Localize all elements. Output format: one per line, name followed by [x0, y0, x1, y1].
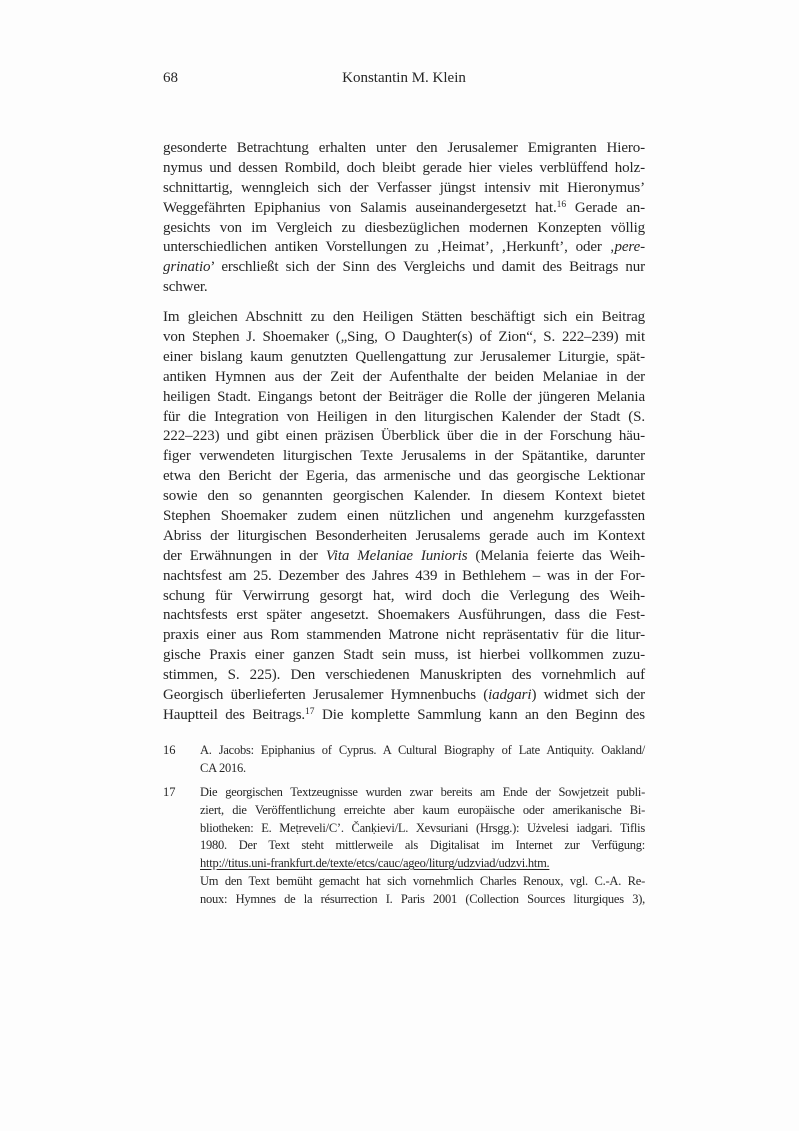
text-line: Die georgischen Textzeugnisse wurden zwar bereits am Ende der Sowjetzeit publi-	[200, 785, 645, 800]
text-line: figer verwendeten liturgischen Texte Jerusalems in der Spätantike, darunter	[163, 448, 645, 465]
paragraph	[163, 139, 645, 298]
text-line: gische Praxis einer ganzen Stadt sein muss, ist hierbei vollkommen zuzu-	[163, 647, 645, 664]
text-line: grinatio’ erschließt sich der Sinn des Vergleichs und damit des Beitrags nur	[163, 259, 645, 276]
text-line: für die Integration von Heiligen in den liturgischen Kalender der Stadt (S.	[163, 408, 645, 425]
text-line: 1980. Der Text steht mittlerweile als Digitalisat im Internet zur Verfügung:	[200, 838, 645, 853]
footnote-marker: 16	[556, 199, 567, 210]
running-head	[163, 68, 645, 88]
paragraph	[163, 308, 645, 726]
page-number: 68	[163, 70, 178, 86]
text-line: etwa den Bericht der Egeria, das armenische und das georgische Lektionar	[163, 468, 645, 485]
footnote-marker: 17	[305, 707, 315, 718]
text-line: noux: Hymnes de la résurrection I. Paris 2001 (Collection Sources liturgiques 3),	[200, 891, 645, 906]
text-line: Abriss der liturgischen Besonderheiten Jerusalems gerade auch im Kontext	[163, 527, 645, 544]
text-line: einer bislang kaum genutzten Quellengattung zur Jerusalemer Liturgie, spät-	[163, 348, 645, 365]
text-line: von Stephen J. Shoemaker („Sing, O Daughter(s) of Zion“, S. 222–239) mit	[163, 329, 645, 346]
text-line: bliotheken: E. Meṭreveli/Cʼ. Čanḳievi/L. Xevsuriani (Hrsgg.): Użvelesi iadgari. Tiflis	[200, 820, 645, 835]
text-line: schnittartig, wenngleich sich der Verfasser jüngst intensiv mit Hieronymus’	[163, 179, 645, 196]
running-header-title: Konstantin M. Klein	[342, 70, 466, 86]
italic-text: grinatio	[163, 259, 211, 276]
text-line: schwer.	[163, 279, 208, 296]
text-line: gesichts von im Vergleich zu diesbezüglichen modernen Konzepten völlig	[163, 219, 645, 236]
text-line: Hauptteil des Beitrags.$^{17}$ Die komplette Sammlung kann an den Beginn des	[163, 706, 645, 723]
footnote-text	[200, 784, 645, 908]
text-line: praxis einer aus Rom stammenden Matrone nicht repräsentativ für die litur-	[163, 627, 645, 644]
text-line: sowie den so genannten georgischen Kalender. In diesem Kontext bietet	[163, 488, 645, 505]
text-line: CA 2016.	[200, 760, 246, 775]
text-line: Stephen Shoemaker zudem einen nützlichen und angenehm kurzgefassten	[163, 508, 645, 525]
footnote-number: 17	[163, 785, 176, 800]
text-line: antiken Hymnen aus der Zeit der Aufenthalte der beiden Melaniae in der	[163, 368, 645, 385]
text-line: A. Jacobs: Epiphanius of Cyprus. A Cultural Biography of Late Antiquity. Oakland/	[200, 743, 645, 757]
italic-text: pere-	[614, 239, 645, 256]
text-line: nachtsfest am 25. Dezember des Jahres 439 in Bethlehem – was in der For-	[163, 567, 645, 584]
text-line: Weggefährten Epiphanius von Salamis auseinandergesetzt hat.$^{16}$ Gerade an-	[163, 199, 645, 216]
text-line: Im gleichen Abschnitt zu den Heiligen Stätten beschäftigt sich ein Beitrag	[163, 309, 645, 326]
text-line: Georgisch überlieferten Jerusalemer Hymnenbuchs (iadgari) widmet sich der	[163, 687, 645, 704]
text-line: unterschiedlichen antiken Vorstellungen zu ‚Heimat’, ‚Herkunft’, oder ‚pere-	[163, 239, 645, 256]
text-line: heiligen Stadt. Eingangs betont der Beiträger die Rolle der jüngeren Melania	[163, 388, 645, 405]
text-line: Um den Text bemüht gemacht hat sich vornehmlich Charles Renoux, vgl. C.-A. Re-	[200, 873, 645, 888]
text-line	[200, 855, 645, 873]
text-line: gesonderte Betrachtung erhalten unter den Jerusalemer Emigranten Hiero-	[163, 140, 645, 156]
footnotes	[163, 742, 645, 915]
italic-text: iadgari	[488, 687, 532, 704]
text-line: 222–223) und gibt einen präzisen Überblick über die in der Forschung häu-	[163, 428, 645, 445]
footnote-text	[200, 742, 645, 777]
footnote-url-link[interactable]: http://titus.uni-frankfurt.de/texte/etcs/cauc/ageo/liturg/udzviad/udzvi.htm.	[200, 856, 550, 871]
footnote-number: 16	[163, 743, 176, 757]
text-line: ziert, die Veröffentlichung erreichte aber kaum europäische oder amerikanische Bi-	[200, 803, 645, 818]
text-line: schung für Verwirrung gesorgt hat, wird doch die Verlegung des Weih-	[163, 587, 645, 604]
text-line: nachtsfests erst später angesetzt. Shoemakers Ausführungen, dass die Fest-	[163, 607, 645, 624]
text-line: stimmen, S. 225). Den verschiedenen Manuskripten des vornehmlich auf	[163, 667, 645, 684]
text-line: der Erwähnungen in der Vita Melaniae Iunioris (Melania feierte das Weih-	[163, 547, 645, 564]
footnote	[163, 784, 645, 908]
footnote	[163, 742, 645, 777]
italic-text: Vita Melaniae Iunioris	[325, 547, 468, 564]
text-line: nymus und dessen Rombild, doch bleibt gerade hier vieles verblüffend holz-	[163, 159, 645, 176]
body-text	[163, 139, 645, 726]
